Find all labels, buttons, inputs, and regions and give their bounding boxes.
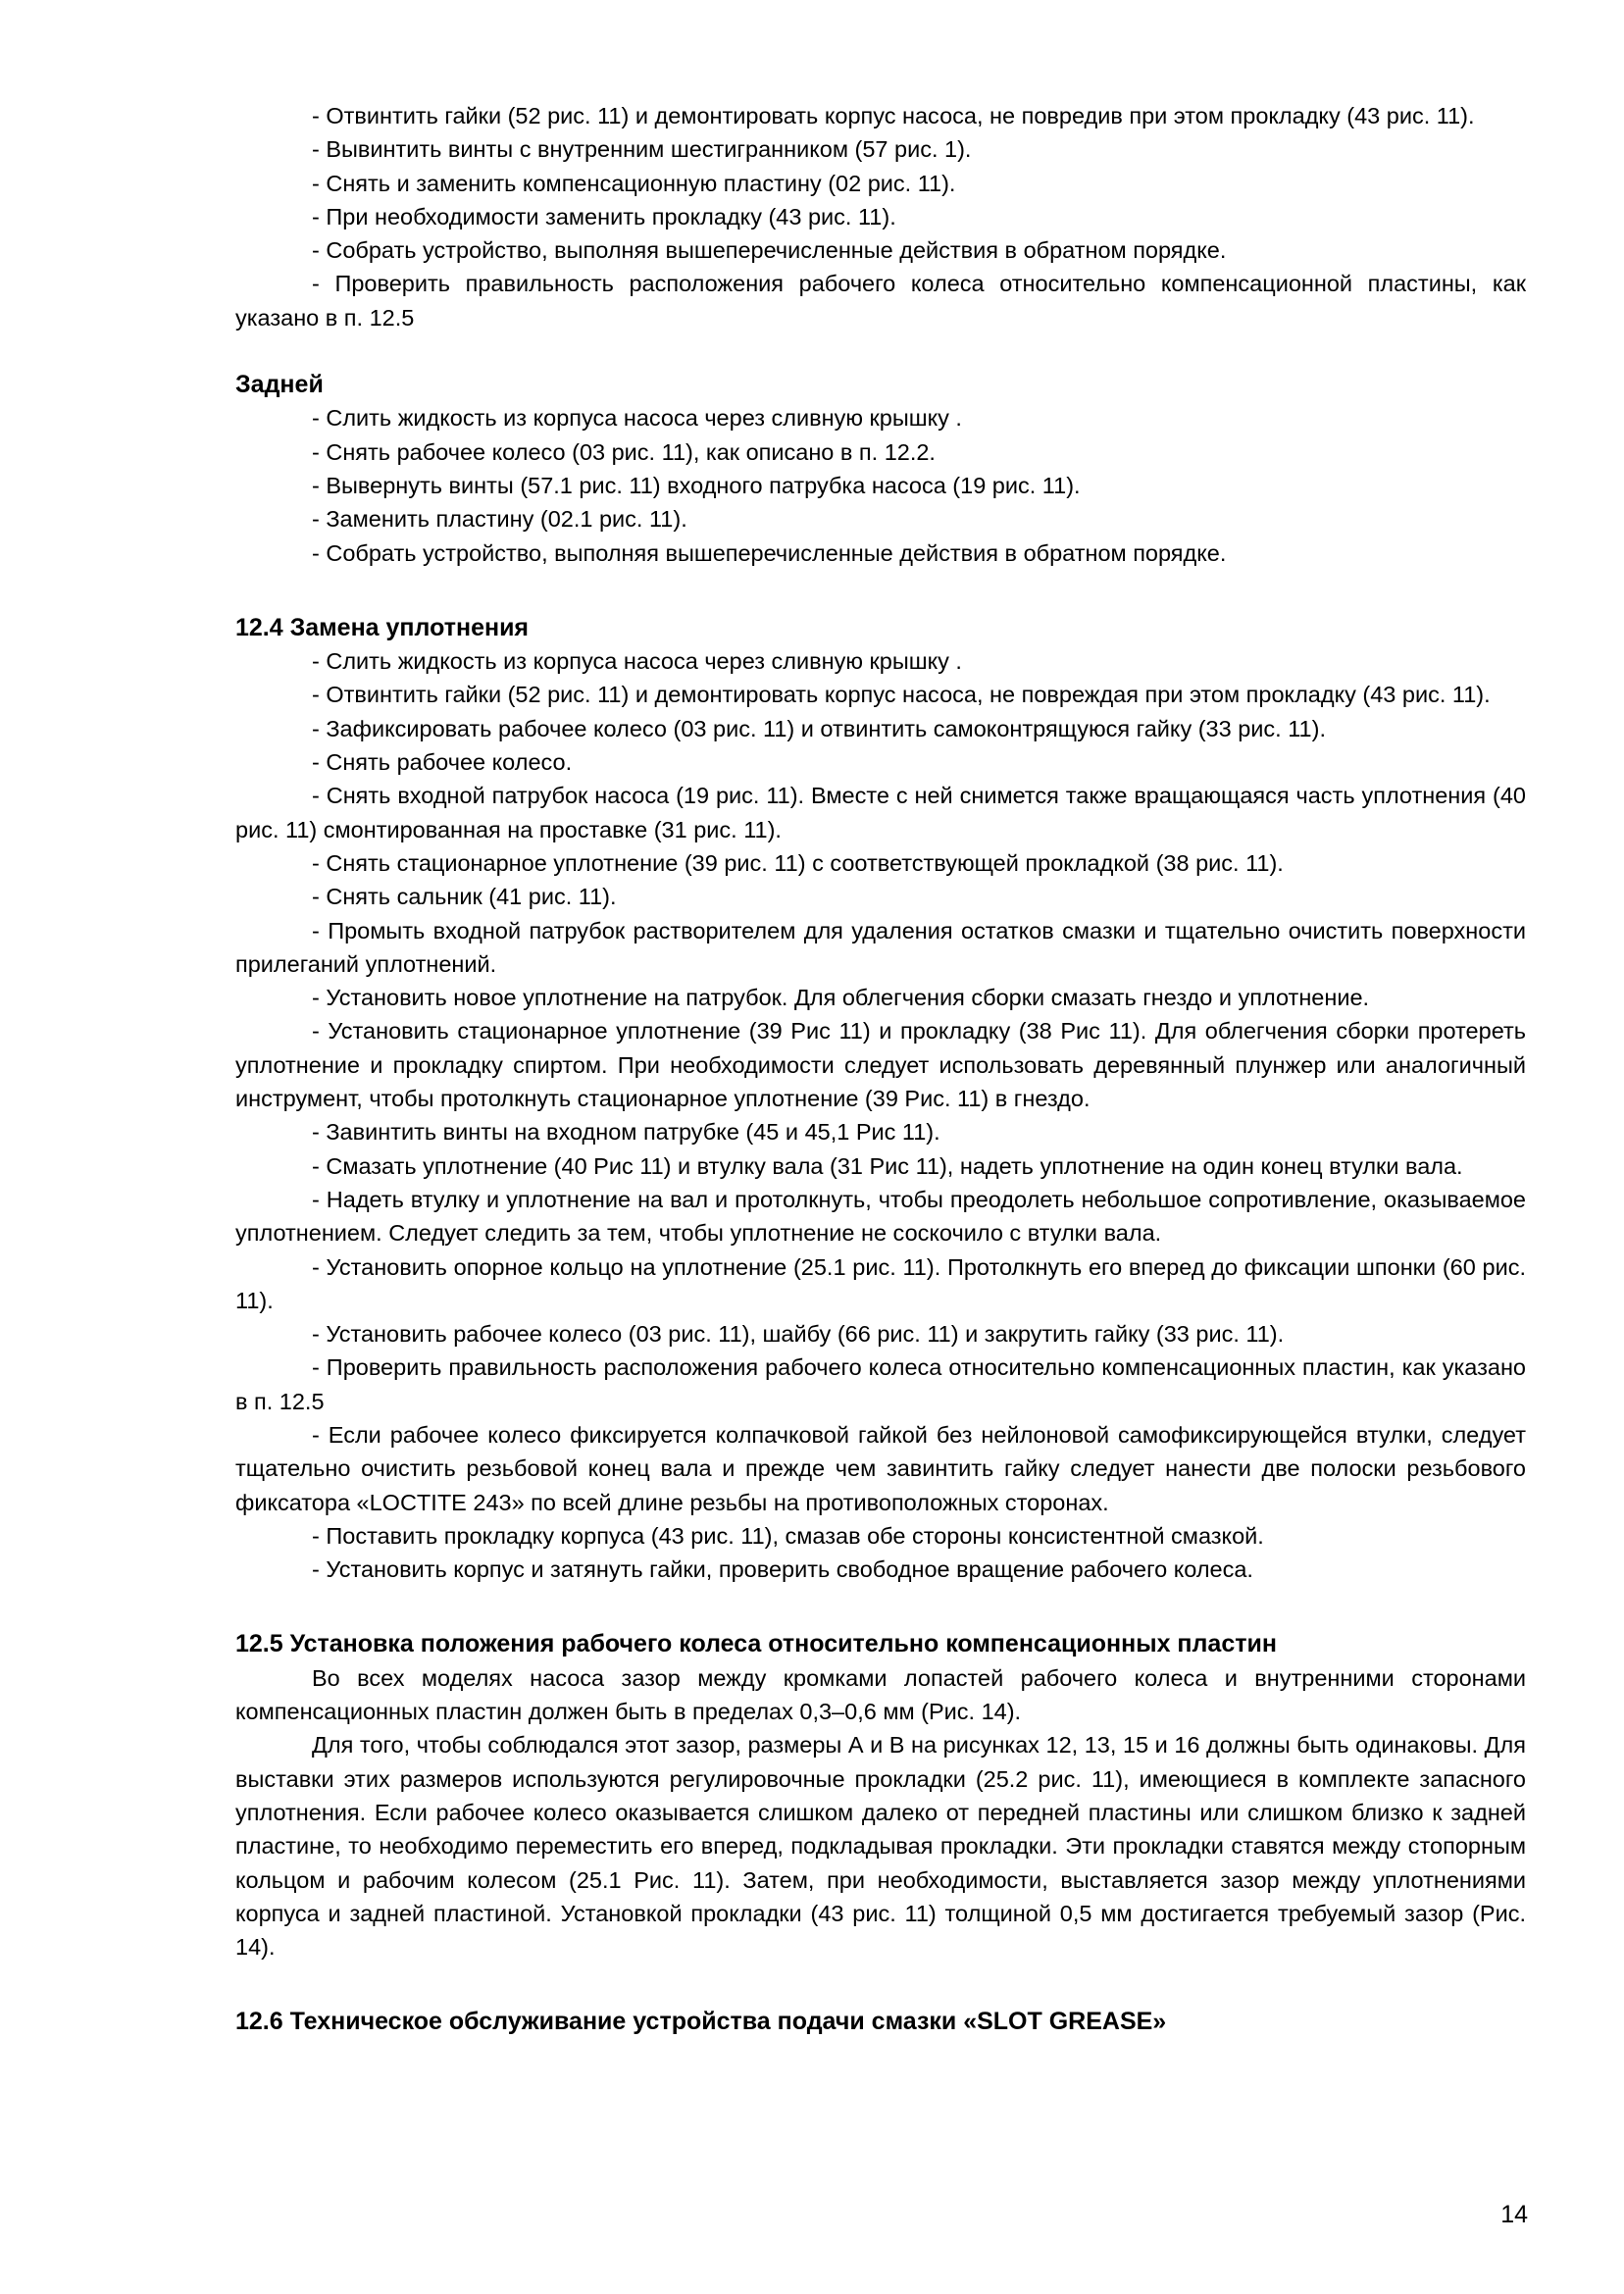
instruction-step: - При необходимости заменить прокладку (43 рис. 11). <box>312 203 896 229</box>
instruction-step: - Проверить правильность расположения рабочего колеса относительно компенсационной пластины, как указано в п. 12.5 <box>235 271 1526 331</box>
instruction-step: - Промыть входной патрубок растворителем для удаления остатков смазки и тщательно очистить поверхности прилеганий уплотнений. <box>235 917 1526 977</box>
instruction-step: - Заменить пластину (02.1 рис. 11). <box>312 506 687 533</box>
body-paragraph: Во всех моделях насоса зазор между кромками лопастей рабочего колеса и внутренними сторонами компенсационных пластин должен быть в пределах 0,3–0,6 мм (Рис. 14). <box>235 1664 1526 1725</box>
instruction-step: - Если рабочее колесо фиксируется колпачковой гайкой без нейлоновой самофиксирующейся втулки, следует тщательно очистить резьбовой конец вала и прежде чем завинтить гайку следует нанести две полоски резьбового фиксатора «LOCTITE 243» по всей длине резьбы на противоположных сторонах. <box>235 1421 1526 1515</box>
instruction-step: - Снять стационарное уплотнение (39 рис. 11) с соответствующей прокладкой (38 рис. 11). <box>312 849 1284 876</box>
spacer <box>235 334 1526 368</box>
instruction-step: - Вывинтить винты с внутренним шестигранником (57 рис. 1). <box>312 136 972 163</box>
spacer <box>235 570 1526 611</box>
section-heading-12-4: 12.4 Замена уплотнения <box>235 613 530 641</box>
instruction-step: - Зафиксировать рабочее колесо (03 рис. 11) и отвинтить самоконтрящуюся гайку (33 рис. 11). <box>312 715 1326 741</box>
instruction-step: - Установить рабочее колесо (03 рис. 11), шайбу (66 рис. 11) и закрутить гайку (33 рис. 11). <box>312 1321 1285 1348</box>
instruction-step: - Установить новое уплотнение на патрубок. Для облегчения сборки смазать гнездо и уплотнение. <box>312 985 1370 1011</box>
instruction-step: - Собрать устройство, выполняя вышеперечисленные действия в обратном порядке. <box>312 539 1227 566</box>
instruction-step: - Установить корпус и затянуть гайки, проверить свободное вращение рабочего колеса. <box>312 1556 1253 1583</box>
instruction-step: - Снять входной патрубок насоса (19 рис. 11). Вместе с ней снимется также вращающаяся часть уплотнения (40 рис. 11) смонтированная на проставке (31 рис. 11). <box>235 783 1526 842</box>
page-number: 14 <box>1500 2201 1528 2228</box>
instruction-step: - Слить жидкость из корпуса насоса через сливную крышку . <box>312 648 962 675</box>
instruction-step: - Установить опорное кольцо на уплотнение (25.1 рис. 11). Протолкнуть его вперед до фиксации шпонки (60 рис. 11). <box>235 1253 1526 1313</box>
page-content <box>235 99 1526 2039</box>
rear-plate-label: Задней <box>235 371 324 399</box>
instruction-step: - Снять и заменить компенсационную пластину (02 рис. 11). <box>312 170 956 196</box>
body-paragraph: Для того, чтобы соблюдался этот зазор, размеры А и В на рисунках 12, 13, 15 и 16 должны быть одинаковы. Для выставки этих размеров используются регулировочные прокладки (25.2 рис. 11), имеющиеся в комплекте запасного уплотнения. Если рабочее колесо оказывается слишком далеко от передней пластины или слишком близко к задней пластине, то необходимо переместить его вперед, подкладывая прокладки. Эти прокладки ставятся между стопорным кольцом и рабочим колесом (25.1 Рис. 11). Затем, при необходимости, выставляется зазор между уплотнениями корпуса и задней пластиной. Установкой прокладки (43 рис. 11) толщиной 0,5 мм достигается требуемый зазор (Рис. 14). <box>235 1732 1526 1961</box>
section-heading-12-5: 12.5 Установка положения рабочего колеса относительно компенсационных пластин <box>235 1630 1277 1658</box>
instruction-step: - Поставить прокладку корпуса (43 рис. 11), смазав обе стороны консистентной смазкой. <box>312 1522 1264 1549</box>
section-heading-12-6: 12.6 Техническое обслуживание устройства подачи смазки «SLOT GREASE» <box>235 2008 1167 2036</box>
instruction-step: - Надеть втулку и уплотнение на вал и протолкнуть, чтобы преодолеть небольшое сопротивление, оказываемое уплотнением. Следует следить за тем, чтобы уплотнение не соскочило с втулки вала. <box>235 1186 1526 1247</box>
spacer <box>235 1586 1526 1627</box>
instruction-step: - Снять рабочее колесо (03 рис. 11), как описано в п. 12.2. <box>312 438 936 465</box>
instruction-step: - Собрать устройство, выполняя вышеперечисленные действия в обратном порядке. <box>312 237 1227 264</box>
instruction-step: - Установить стационарное уплотнение (39 Рис 11) и прокладку (38 Рис 11). Для облегчения сборки протереть уплотнение и прокладку спиртом. При необходимости следует использовать деревянный плунжер или аналогичный инструмент, чтобы протолкнуть стационарное уплотнение (39 Рис. 11) в гнездо. <box>235 1018 1526 1112</box>
instruction-step: - Снять сальник (41 рис. 11). <box>312 884 617 910</box>
spacer <box>235 1963 1526 2005</box>
instruction-step: - Вывернуть винты (57.1 рис. 11) входного патрубка насоса (19 рис. 11). <box>312 472 1081 498</box>
instruction-step: - Завинтить винты на входном патрубке (45 и 45,1 Рис 11). <box>312 1119 940 1146</box>
instruction-step: - Снять рабочее колесо. <box>312 749 573 776</box>
instruction-step: - Отвинтить гайки (52 рис. 11) и демонтировать корпус насоса, не повредив при этом прокладку (43 рис. 11). <box>312 103 1475 128</box>
instruction-step: - Проверить правильность расположения рабочего колеса относительно компенсационных пластин, как указано в п. 12.5 <box>235 1354 1526 1414</box>
instruction-step: - Смазать уплотнение (40 Рис 11) и втулку вала (31 Рис 11), надеть уплотнение на один конец втулки вала. <box>312 1152 1463 1179</box>
instruction-step: - Слить жидкость из корпуса насоса через сливную крышку . <box>312 405 962 432</box>
instruction-step: - Отвинтить гайки (52 рис. 11) и демонтировать корпус насоса, не повреждая при этом прокладку (43 рис. 11). <box>312 682 1491 708</box>
